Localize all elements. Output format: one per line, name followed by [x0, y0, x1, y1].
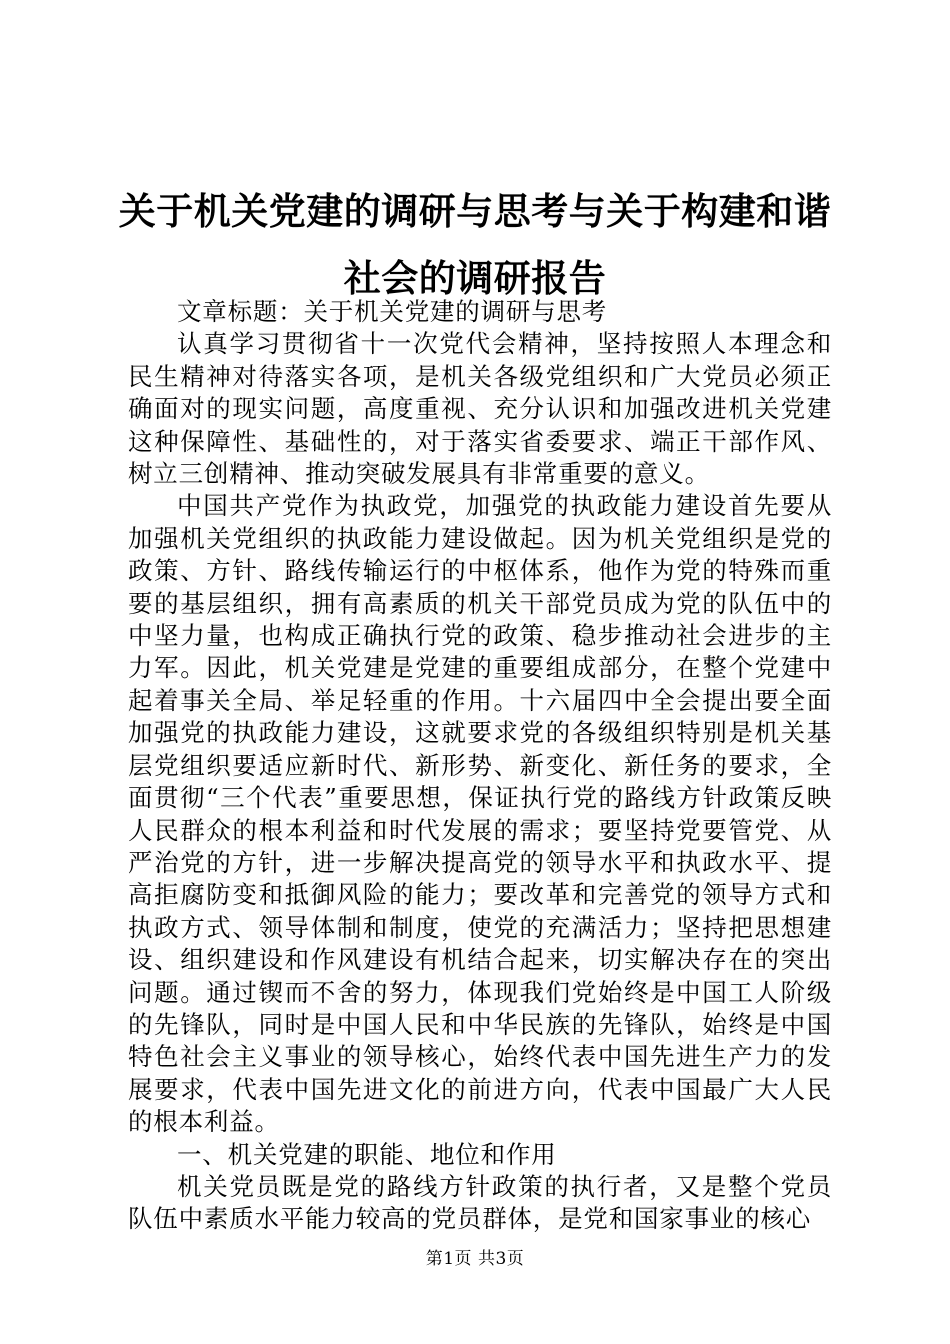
page-footer: 第1页 共3页 — [425, 1249, 525, 1269]
body-paragraph: 认真学习贯彻省十一次党代会精神，坚持按照人本理念和民生精神对待落实各项，是机关各级党组织和广大党员必须正确面对的现实问题，高度重视、充分认识和加强改进机关党建这种保障性、基础性的，对于落实省委要求、端正干部作风、树立三创精神、推动突破发展具有非常重要的意义。 — [128, 329, 832, 489]
document-body — [128, 296, 832, 1236]
section-heading: 一、机关党建的职能、地位和作用 — [177, 1139, 557, 1169]
body-paragraph: 机关党员既是党的路线方针政策的执行者，又是整个党员队伍中素质水平能力较高的党员群体，是党和国家事业的核心 — [128, 1171, 832, 1234]
article-title-line: 文章标题：关于机关党建的调研与思考 — [177, 297, 608, 326]
body-paragraph: 中国共产党作为执政党，加强党的执政能力建设首先要从加强机关党组织的执政能力建设做起。因为机关党组织是党的政策、方针、路线传输运行的中枢体系，他作为党的特殊而重要的基层组织，拥有高素质的机关干部党员成为党的队伍中的中坚力量，也构成正确执行党的政策、稳步推动社会进步的主力军。因此，机关党建是党建的重要组成部分，在整个党建中起着事关全局、举足轻重的作用。十六届四中全会提出要全面加强党的执政能力建设，这就要求党的各级组织特别是机关基层党组织要适应新时代、新形势、新变化、新任务的要求，全面贯彻“三个代表”重要思想，保证执行党的路线方针政策反映人民群众的根本利益和时代发展的需求；要坚持党要管党、从严治党的方针，进一步解决提高党的领导水平和执政水平、提高拒腐防变和抵御风险的能力；要改革和完善党的领导方式和执政方式、领导体制和制度，使党的充满活力；坚持把思想建设、组织建设和作风建设有机结合起来，切实解决存在的突出问题。通过锲而不舍的努力，体现我们党始终是中国工人阶级的先锋队，同时是中国人民和中华民族的先锋队，始终是中国特色社会主义事业的领导核心，始终代表中国先进生产力的发展要求，代表中国先进文化的前进方向，代表中国最广大人民的根本利益。 — [128, 491, 832, 1137]
document-title: 关于机关党建的调研与思考与关于构建和谐社会的调研报告 — [118, 190, 832, 300]
